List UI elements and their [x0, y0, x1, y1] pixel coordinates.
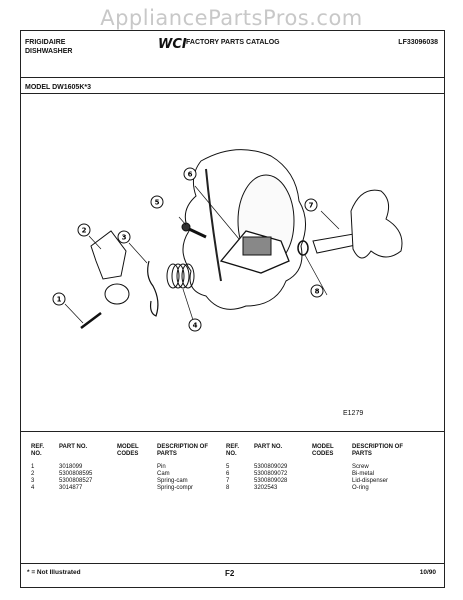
header-brand-block	[25, 38, 72, 56]
watermark-text: AppliancePartsPros.com	[100, 6, 363, 30]
panel-edge	[206, 169, 221, 281]
screw-head	[182, 223, 190, 231]
svg-text:5: 5	[154, 198, 160, 207]
pin-part	[81, 313, 101, 328]
desc-cell: Bi-metal	[352, 471, 375, 477]
header-divider	[21, 77, 444, 78]
o-ring-part	[298, 241, 308, 255]
desc-cell: Lid-dispenser	[352, 478, 389, 484]
part-cell: 5300809028	[254, 478, 288, 484]
part-cell: 3202543	[254, 485, 278, 491]
footer-divider	[21, 563, 444, 564]
table-row	[226, 485, 418, 492]
table-row	[31, 464, 223, 471]
table-divider	[21, 431, 444, 432]
ref-cell: 2	[31, 471, 35, 477]
table-header-row	[31, 444, 223, 464]
ref-cell: 3	[31, 478, 35, 484]
model-cell	[117, 464, 157, 471]
col-desc-header: DESCRIPTION OF PARTS	[352, 444, 404, 457]
parts-table-right	[226, 444, 418, 492]
desc-cell: Cam	[157, 471, 170, 477]
col-part-header: PART NO.	[254, 444, 283, 450]
ref-cell: 5	[226, 464, 230, 470]
ref-cell: 4	[31, 485, 35, 491]
callout-7	[305, 199, 317, 211]
not-illustrated-note: * = Not Illustrated	[27, 569, 81, 576]
callout-1	[53, 293, 65, 305]
callout-3	[118, 231, 130, 243]
model-cell	[117, 478, 157, 485]
desc-cell: O-ring	[352, 485, 369, 491]
screw-part	[189, 229, 206, 237]
desc-cell: Screw	[352, 464, 369, 470]
svg-text:4: 4	[192, 321, 198, 330]
svg-text:8: 8	[314, 287, 320, 296]
svg-text:1: 1	[56, 295, 62, 304]
drawing-code: E1279	[343, 410, 364, 417]
model-divider	[21, 93, 444, 94]
desc-cell: Spring-compr	[157, 485, 194, 491]
ref-cell: 6	[226, 471, 230, 477]
table-row	[226, 471, 418, 478]
svg-text:7: 7	[308, 201, 314, 210]
table-row	[226, 464, 418, 471]
svg-text:6: 6	[187, 170, 193, 179]
ref-cell: 8	[226, 485, 230, 491]
bi-metal-block	[243, 237, 271, 255]
page-number: F2	[225, 569, 235, 578]
lid-dispenser-wing	[351, 190, 402, 258]
ref-cell: 7	[226, 478, 230, 484]
part-cell: 3018099	[59, 464, 83, 470]
part-cell: 5300809029	[254, 464, 288, 470]
desc-cell: Pin	[157, 464, 166, 470]
table-row	[31, 478, 223, 485]
ref-cell: 1	[31, 464, 35, 470]
svg-text:3: 3	[121, 233, 127, 242]
part-cell: 5300808595	[59, 471, 93, 477]
part-cell: 5300808527	[59, 478, 93, 484]
callout-6	[184, 168, 196, 180]
table-row	[31, 485, 223, 492]
table-row	[226, 478, 418, 485]
svg-text:2: 2	[81, 226, 87, 235]
part-cell: 3014877	[59, 485, 83, 491]
table-row	[31, 471, 223, 478]
model-cell	[312, 464, 352, 471]
callout-2	[78, 224, 90, 236]
parts-catalog-page	[20, 30, 445, 588]
spring-cam-part	[148, 261, 158, 316]
exploded-parts-diagram	[21, 101, 444, 401]
model-cell	[117, 471, 157, 478]
product-type: DISHWASHER	[25, 48, 73, 55]
catalog-code: LF33096038	[398, 39, 438, 46]
table-header-row	[226, 444, 418, 464]
col-model-header: MODEL CODES	[117, 444, 139, 457]
col-part-header: PART NO.	[59, 444, 88, 450]
logo-text: WCI	[158, 37, 187, 52]
part-cell: 5300809072	[254, 471, 288, 477]
col-model-header: MODEL CODES	[312, 444, 334, 457]
cam-hub	[105, 284, 129, 304]
desc-cell: Spring-cam	[157, 478, 188, 484]
col-desc-header: DESCRIPTION OF PARTS	[157, 444, 209, 457]
brand-name: FRIGIDAIRE	[25, 39, 66, 46]
model-cell	[117, 485, 157, 492]
callout-8	[311, 285, 323, 297]
callout-4	[189, 319, 201, 331]
callout-5	[151, 196, 163, 208]
parts-table-left	[31, 444, 223, 492]
col-ref-header: REF. NO.	[226, 444, 240, 457]
model-cell	[312, 485, 352, 492]
model-cell	[312, 478, 352, 485]
model-number: MODEL DW1605K*3	[25, 84, 92, 91]
revision-date: 10/90	[419, 569, 436, 576]
model-cell	[312, 471, 352, 478]
col-ref-header: REF. NO.	[31, 444, 45, 457]
wci-logo	[158, 36, 187, 52]
catalog-title: FACTORY PARTS CATALOG	[186, 39, 280, 46]
